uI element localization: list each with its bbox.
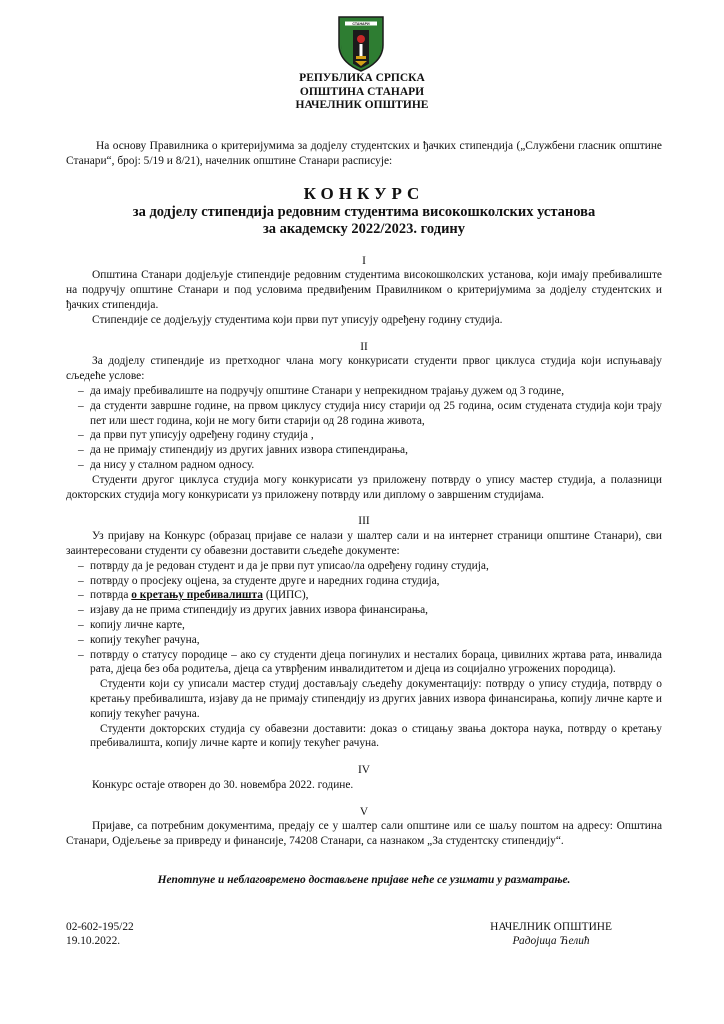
- section-heading-1: I: [362, 254, 366, 267]
- list-item: – изјаву да не прима стипендију из других јавних извора финансирања,: [66, 603, 662, 618]
- section3-documents-list: [66, 559, 662, 677]
- svg-text:СТАНАРИ: СТАНАРИ: [352, 22, 370, 26]
- list-item: – да студенти завршне године, на првом циклусу студија нису старији од 25 година, осим студената студија који трају пет или шест година, који не могу бити старији од 28 година живота,: [66, 399, 662, 429]
- list-item: – да први пут уписују одређену годину студија ,: [66, 428, 662, 443]
- section4-paragraph-1: Конкурс остаје отворен до 30. новембра 2022. године.: [92, 778, 354, 791]
- list-item: – копију личне карте,: [66, 618, 662, 633]
- section-heading-2: II: [360, 340, 368, 353]
- item-emphasis: о кретању пребивалишта: [131, 589, 263, 602]
- header-mayor: НАЧЕЛНИК ОПШТИНЕ: [295, 99, 429, 111]
- header-republic: РЕПУБЛИКА СРПСКА: [299, 72, 425, 84]
- item-text: потврда: [90, 589, 132, 602]
- section3-paragraph-3: Студенти докторских студија су обавезни доставити: доказ о стицању звања доктора наука, потврду о кретању пребивалишта, копију личне карте и копију текућег рачуна.: [90, 722, 662, 750]
- section3-paragraph-1: Уз пријаву на Конкурс (образац пријаве се налази у шалтер сали и на интернет страници општине Станари), сви заинтересовани студенти су обавезни доставити сљедеће документе:: [66, 530, 662, 557]
- warning-note: Непотпуне и неблаговремено достављене пријаве неће се узимати у разматрање.: [157, 874, 571, 887]
- signatory-name: Радојица Ћелић: [512, 935, 590, 947]
- list-item: – потврду да је редован студент и да је први пут уписао/ла одређену годину студија,: [66, 559, 662, 574]
- list-item: – да не примају стипендију из других јавних извора стипендирања,: [66, 443, 662, 458]
- document-body: [66, 139, 662, 888]
- intro-paragraph: На основу Правилника о критеријумима за додјелу студентских и ђачких стипендија („Службени гласник општине Станари“, број: 5/19 и 8/21), начелник општине Станари расписује:: [66, 140, 662, 167]
- reference-block: [66, 920, 134, 948]
- item-text: (ЦИПС),: [262, 589, 309, 602]
- section1-paragraph-2: Стипендије се додјељују студентима који први пут уписују одређену годину студија.: [92, 313, 503, 326]
- municipality-coat-of-arms: [337, 15, 385, 73]
- section-heading-4: IV: [357, 764, 371, 777]
- section2-paragraph-1: За додјелу стипендије из претходног члана могу конкурисати студенти првог циклуса студија који испуњавају сљедеће услове:: [66, 355, 662, 383]
- reference-number: 02-602-195/22: [66, 921, 134, 933]
- section-heading-3: III: [358, 515, 370, 528]
- title-subtitle-1: за додјелу стипендија редовним студентима високошколских установа: [132, 203, 596, 220]
- section2-conditions-list: [66, 384, 662, 473]
- signature-block: [490, 920, 612, 948]
- list-item-residence-certificate: [66, 588, 662, 603]
- title-main: КОНКУРС: [303, 183, 425, 203]
- list-item: – да имају пребивалиште на подручју општине Станари у непрекидном трајању дужем од 3 године,: [66, 384, 662, 399]
- list-item: – да нису у сталном радном односу.: [66, 458, 662, 473]
- section2-paragraph-2: Студенти другог циклуса студија могу конкурисати уз приложену потврду о упису мастер студија, а полазници докторских студија могу конкурисати уз приложену потврду или диплому о завршеним студијама.: [66, 473, 662, 501]
- list-item: – потврду о статусу породице – ако су студенти дјеца погинулих и несталих бораца, цивилних жртава рата, инвалида рата, дјеца без оба родитеља, дјеца са утврђеним инвалидитетом и дјеца из социјално угрожених породица).: [66, 648, 662, 678]
- signatory-role: НАЧЕЛНИК ОПШТИНЕ: [490, 921, 612, 933]
- title-subtitle-2: за академску 2022/2023. годину: [262, 220, 466, 237]
- section5-paragraph-1: Пријаве, са потребним документима, предају се у шалтер сали општине или се шаљу поштом на адресу: Општина Станари, Одјељење за привреду и финансије, 74208 Станари, са назнаком „За студентску стипендију“.: [66, 820, 662, 848]
- document-date: 19.10.2022.: [66, 935, 121, 947]
- section1-paragraph-1: Општина Станари додјељује стипендије редовним студентима високошколских установа, који имају пребивалиште на подручју општине Станари и под условима предвиђеним Правилником о критеријумима за додјелу студентских и ђачких стипендија.: [66, 269, 662, 311]
- list-item: – потврду о просјеку оцјена, за студенте друге и наредних година студија,: [66, 574, 662, 589]
- document-header: [0, 72, 724, 113]
- header-municipality: ОПШТИНА СТАНАРИ: [299, 85, 425, 98]
- section3-paragraph-2: Студенти који су уписали мастер студиј достављају сљедећу документацију: потврду о упису студија, потврду о кретању пребивалишта, изјаву да не примају стипендију из других јавних извора финансирања, копију личне карте и копију текућег рачуна.: [90, 678, 662, 720]
- list-item: – копију текућег рачуна,: [66, 633, 662, 648]
- document-title: [66, 183, 662, 238]
- section-heading-5: V: [359, 805, 369, 818]
